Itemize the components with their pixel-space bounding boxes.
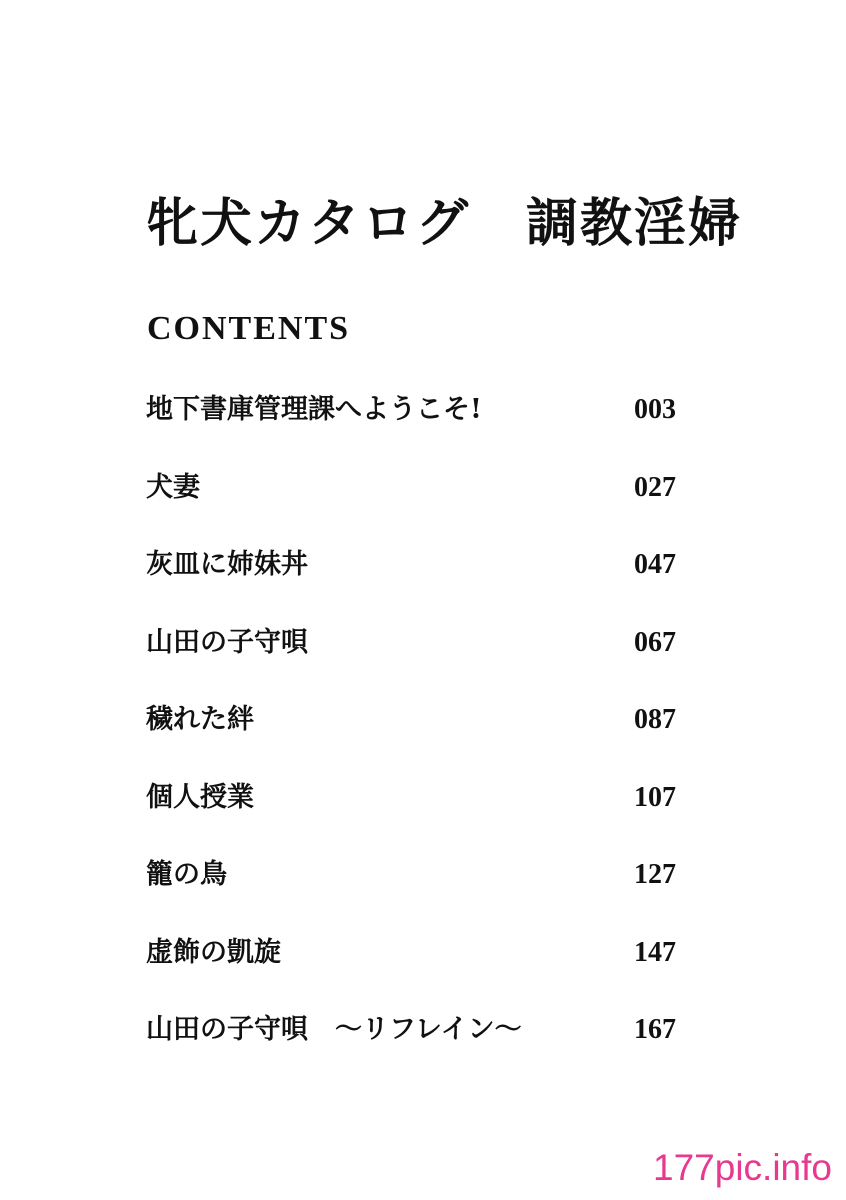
book-title-sub: 調教淫婦 bbox=[526, 193, 743, 254]
toc-entry-title: 山田の子守唄 〜リフレイン〜 bbox=[146, 1014, 522, 1045]
toc-entry-title: 個人授業 bbox=[146, 781, 254, 813]
toc-entry-page: 047 bbox=[634, 549, 676, 580]
toc-entry bbox=[146, 778, 676, 856]
toc-entry-page: 147 bbox=[634, 936, 676, 968]
toc-entry-title: 虚飾の凱旋 bbox=[146, 936, 281, 968]
toc-entry-title: 地下書庫管理課へようこそ! bbox=[146, 394, 482, 425]
contents-heading: CONTENTS bbox=[147, 310, 351, 347]
toc-entry bbox=[146, 933, 676, 1011]
toc-entry-page: 087 bbox=[634, 704, 676, 735]
toc-entry-title: 山田の子守唄 bbox=[146, 626, 308, 658]
toc-entry-title: 穢れた絆 bbox=[146, 704, 254, 735]
toc-entry bbox=[146, 545, 676, 623]
toc-entry-title: 犬妻 bbox=[146, 471, 200, 503]
table-of-contents bbox=[146, 390, 676, 1088]
toc-entry-page: 107 bbox=[634, 781, 676, 813]
toc-entry bbox=[146, 390, 676, 468]
toc-entry bbox=[146, 1010, 676, 1088]
toc-entry-page: 027 bbox=[634, 471, 676, 503]
toc-entry bbox=[146, 855, 676, 933]
book-title bbox=[146, 193, 743, 254]
toc-entry bbox=[146, 468, 676, 546]
book-title-main: 牝犬カタログ bbox=[146, 193, 471, 254]
toc-entry-title: 灰皿に姉妹丼 bbox=[146, 549, 308, 580]
watermark: 177pic.info bbox=[653, 1147, 832, 1188]
toc-entry-page: 067 bbox=[634, 626, 676, 658]
toc-entry bbox=[146, 623, 676, 701]
toc-entry-page: 167 bbox=[634, 1014, 676, 1045]
toc-entry-title: 籠の鳥 bbox=[146, 859, 227, 890]
toc-entry-page: 127 bbox=[634, 859, 676, 890]
toc-entry bbox=[146, 700, 676, 778]
toc-entry-page: 003 bbox=[634, 394, 676, 425]
